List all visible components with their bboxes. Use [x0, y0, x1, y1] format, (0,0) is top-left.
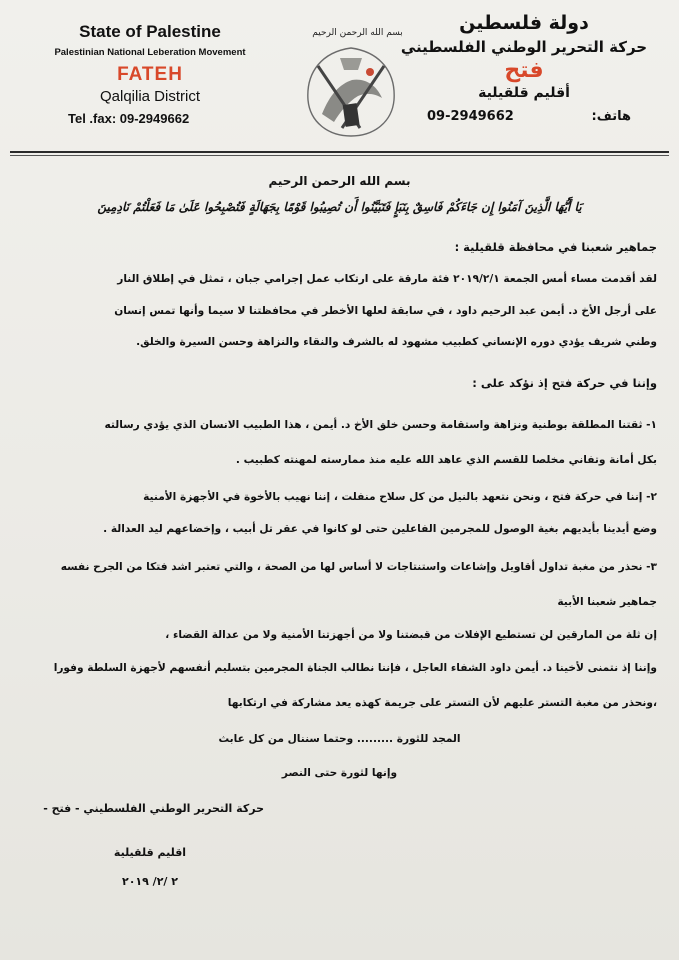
fateh-emblem-logo	[300, 44, 402, 140]
district-en: Qalqilia District	[99, 88, 201, 105]
telephone-label-ar: هاتف:	[591, 109, 631, 124]
org-name-en: FATEH	[117, 64, 183, 85]
state-name-en: State of Palestine	[79, 22, 221, 41]
point-2-line-2: وضع أيدينا بأيديهم بغية الوصول للمجرمين الفاعلين حتى لو كانوا في عقر تل أبيب ، وإخضاعهم ليد العدالة .	[103, 523, 657, 535]
paragraph-1-line-3: وطني شريف يؤدي دوره الإنساني كطبيب مشهود له بالشرف والنقاء والنزاهة وحسن السيرة والخلق.	[136, 336, 657, 348]
movement-name-ar: حركة التحرير الوطني الفلسطيني	[400, 38, 648, 56]
final-paragraph-line-2: وإننا إذ نتمنى لأخينا د. أيمن داود الشفاء العاجل ، فإننا نطالب الجناة المجرمين بتسليم أنفسهم لأجهزة السلطة وفورا	[53, 662, 657, 674]
header-divider-thin	[10, 155, 669, 156]
letterhead-english	[40, 22, 260, 126]
quran-verse: يَا أَيُّهَا الَّذِينَ آمَنُوا إِن جَاءَكُمْ فَاسِقٌ بِنَبَإٍ فَتَبَيَّنُوا أَن تُصِيبُوا قَوْمًا بِجَهَالَةٍ فَتُصْبِحُوا عَلَىٰ مَا فَعَلْتُمْ نَادِمِينَ	[97, 200, 582, 214]
paragraph-1-line-2: على أرجل الأخ د. أيمن عبد الرحيم داود ، في سابقة لعلها الأخطر في محافظتنا لا سيما وأنها تمس إنسان	[114, 305, 657, 317]
point-1-line-1: ١- ثقتنا المطلقة بوطنية ونزاهة واستقامة وحسن خلق الأخ د. أيمن ، هذا الطبيب الانسان الذي يؤدي رسالته	[104, 419, 657, 431]
final-paragraph-line-3: ،ونحذر من مغبة التستر عليهم لأن التستر على جريمة كهذه يعد مشاركة في ارتكابها	[227, 697, 657, 709]
letterhead-arabic	[399, 12, 649, 124]
signature-district: اقليم قلقيلية	[113, 846, 187, 859]
signature-org: حركة التحرير الوطني الفلسطيني - فتح -	[43, 802, 264, 815]
final-paragraph-line-1: إن ثلة من المارقين لن تستطيع الإفلات من قبضتنا ولا من أجهزتنا الأمنية ولا من عدالة القضاء ،	[165, 629, 657, 641]
state-name-ar: دولة فلسطين	[459, 12, 589, 34]
paragraph-1-line-1: لقد أقدمت مساء أمس الجمعة ٢٠١٩/٢/١ فئة مارقة على ارتكاب عمل إجرامي جبان ، تمثل في إطلاق النار	[117, 273, 657, 285]
emphasis-intro: وإننا في حركة فتح إذ نؤكد على :	[472, 376, 657, 390]
emblem-basmala: بسم الله الرحمن الرحيم	[312, 28, 403, 38]
closing-line-2: وإنها لثورة حتى النصر	[281, 767, 398, 779]
closing-line-1: المجد للثورة ......... وحتما سننال من كل عابث	[218, 733, 461, 745]
telephone-number-ar: 09-2949662	[427, 109, 514, 124]
header-divider	[10, 151, 669, 153]
point-3-line-2: جماهير شعبنا الأبية	[557, 596, 657, 608]
point-1-line-2: بكل أمانة وتفاني مخلصا للقسم الذي عاهد الله عليه منذ ممارسته لمهنته كطبيب .	[235, 454, 657, 466]
greeting: جماهير شعبنا في محافظة قلقيلية :	[454, 240, 657, 254]
point-3-line-1: ٣- نحذر من مغبة تداول أقاويل وإشاعات واستنتاجات لا أساس لها من الصحة ، والتي تعتبر اشد فتكا من الجرح نفسه	[60, 561, 657, 573]
org-name-ar: فتح	[504, 58, 544, 83]
signature-date: ٢ /٢/ ٢٠١٩	[121, 875, 178, 888]
telephone-en: Tel .fax: 09-2949662	[68, 111, 190, 126]
telephone-ar	[399, 109, 649, 124]
movement-name-en: Palestinian National Leberation Movement	[54, 47, 246, 58]
letter-basmala: بسم الله الرحمن الرحيم	[268, 174, 411, 188]
district-ar: أقليم قلقيلية	[478, 85, 570, 101]
point-2-line-1: ٢- إننا في حركة فتح ، ونحن نتعهد بالنيل من كل سلاح منفلت ، إننا نهيب بالأخوة في الأجهزة الأمنية	[143, 491, 657, 503]
